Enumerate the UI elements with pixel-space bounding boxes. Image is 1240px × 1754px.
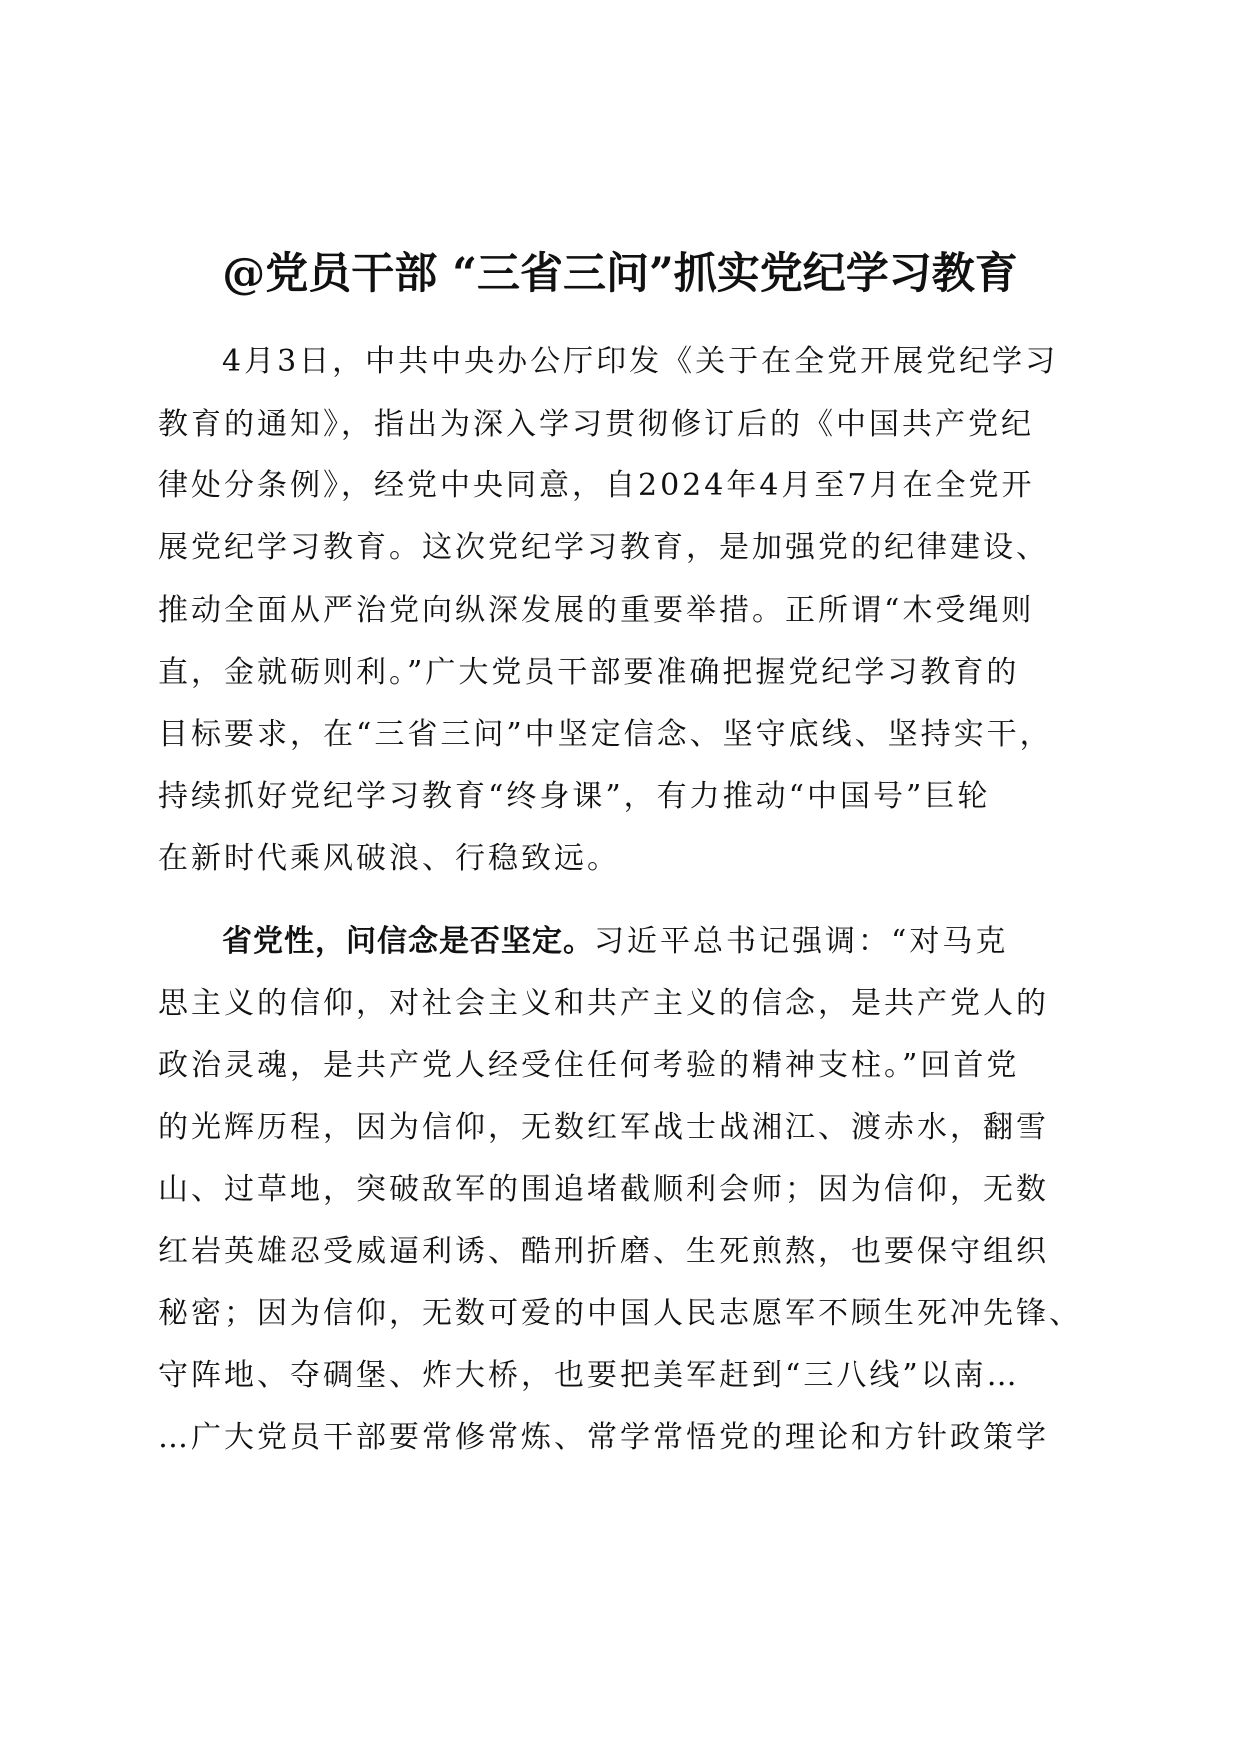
paragraph-1-line: 推动全面从严治党向纵深发展的重要举措。正所谓“木受绳则 [158, 593, 1035, 628]
paragraph-1-line: 4月3日，中共中央办公厅印发《关于在全党开展党纪学习 [222, 344, 1059, 379]
paragraph-2-line: …广大党员干部要常修常炼、常学常悟党的理论和方针政策学 [158, 1420, 1049, 1455]
paragraph-2-first-line [222, 922, 1008, 962]
paragraph-2-line: 思主义的信仰，对社会主义和共产主义的信念，是共产党人的 [158, 986, 1049, 1021]
document-title: @党员干部 “三省三问”抓实党纪学习教育 [222, 249, 1018, 299]
paragraph-1-line: 展党纪学习教育。这次党纪学习教育，是加强党的纪律建设、 [158, 530, 1049, 565]
paragraph-2-line: 的光辉历程，因为信仰，无数红军战士战湘江、渡赤水，翻雪 [158, 1110, 1049, 1145]
paragraph-1-line: 教育的通知》，指出为深入学习贯彻修订后的《中国共产党纪 [158, 407, 1034, 442]
paragraph-1-line: 直，金就砺则利。”广大党员干部要准确把握党纪学习教育的 [158, 655, 1020, 690]
section-lead: 省党性，问信念是否坚定。 [222, 924, 594, 959]
paragraph-2-line: 红岩英雄忍受威逼利诱、酷刑折磨、生死煎熬，也要保守组织 [158, 1234, 1049, 1269]
paragraph-2-line: 秘密；因为信仰，无数可爱的中国人民志愿军不顾生死冲先锋、 [158, 1296, 1082, 1331]
paragraph-1-line: 目标要求，在“三省三问”中坚定信念、坚守底线、坚持实干， [158, 717, 1053, 752]
paragraph-1-line: 律处分条例》，经党中央同意，自2024年4月至7月在全党开 [158, 468, 1035, 503]
paragraph-2-line: 守阵地、夺碉堡、炸大桥，也要把美军赶到“三八线”以南… [158, 1358, 1020, 1393]
paragraph-1-line: 在新时代乘风破浪、行稳致远。 [158, 841, 620, 876]
paragraph-2-line: 山、过草地，突破敌军的围追堵截顺利会师；因为信仰，无数 [158, 1172, 1049, 1207]
paragraph-1-line: 持续抓好党纪学习教育“终身课”，有力推动“中国号”巨轮 [158, 779, 991, 814]
paragraph-2-line: 政治灵魂，是共产党人经受住任何考验的精神支柱。”回首党 [158, 1048, 1020, 1083]
paragraph-2-first-line-rest: 习近平总书记强调：“对马克 [594, 924, 1009, 959]
